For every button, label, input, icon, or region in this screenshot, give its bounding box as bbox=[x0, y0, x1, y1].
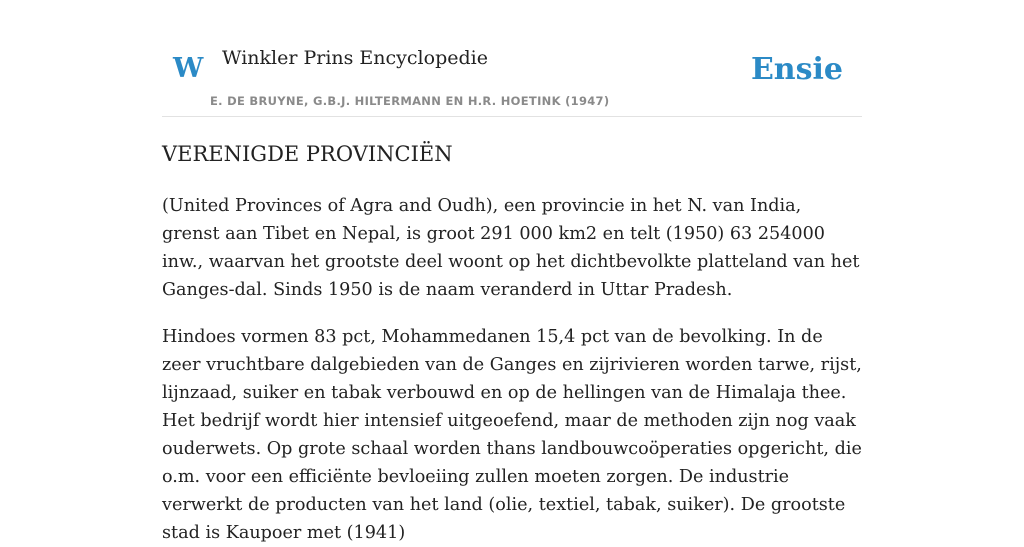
encyclopedia-logo-icon[interactable]: W bbox=[173, 53, 204, 84]
ensie-logo-link[interactable]: Ensie bbox=[750, 52, 843, 87]
article-paragraph-1: (United Provinces of Agra and Oudh), een provincie in het N. van India, grenst aan Tibet en Nepal, is groot 291 000 km2 en telt (1950) 63 254000 inw., waarvan het grootste deel woont op het dichtbevolkte platteland van het Ganges-dal. Sinds 1950 is de naam veranderd in Uttar Pradesh. bbox=[162, 196, 860, 300]
encyclopedia-authors: E. DE BRUYNE, G.B.J. HILTERMANN EN H.R. HOETINK (1947) bbox=[210, 94, 610, 108]
site-header bbox=[162, 0, 862, 117]
article-title: VERENIGDE PROVINCIËN bbox=[162, 142, 453, 166]
article-body bbox=[162, 138, 862, 547]
article-paragraph-2: Hindoes vormen 83 pct, Mohammedanen 15,4 pct van de bevolking. In de zeer vruchtbare dalgebieden van de Ganges en zijrivieren worden tarwe, rijst, lijnzaad, suiker en tabak verbouwd en op de hellingen van de Himalaja thee. Het bedrijf wordt hier intensief uitgeoefend, maar de methoden zijn nog vaak ouderwets. Op grote schaal worden thans landbouwcoöperaties opgericht, die o.m. voor een efficiënte bevloeiing zullen moeten zorgen. De industrie verwerkt de producten van het land (olie, textiel, tabak, suiker). De grootste stad is Kaupoer met (1941) bbox=[162, 327, 862, 543]
encyclopedia-title-link[interactable]: Winkler Prins Encyclopedie bbox=[222, 47, 488, 69]
